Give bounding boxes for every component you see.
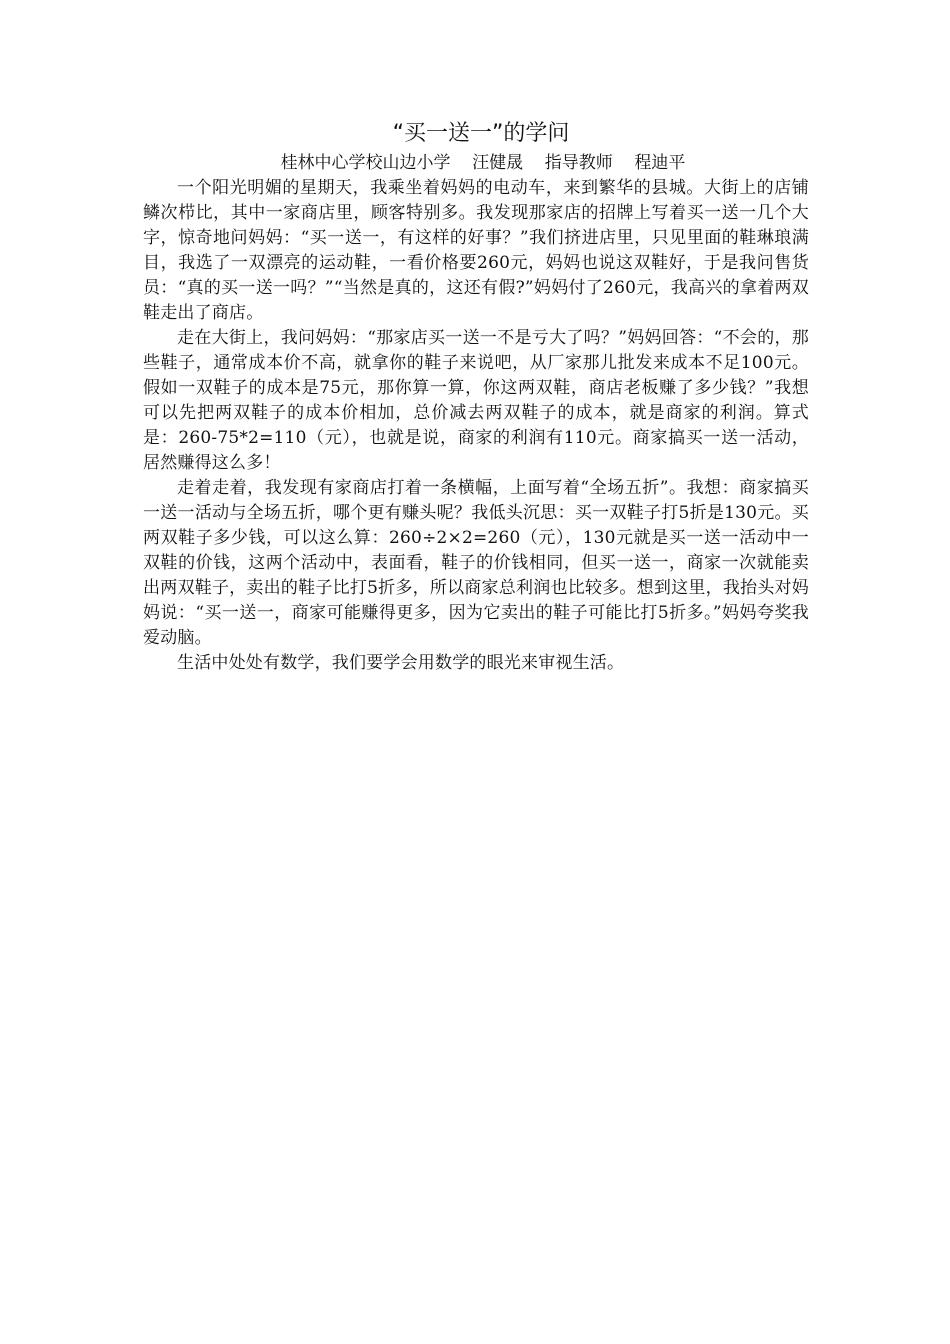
article-byline: 桂林中心学校山边小学 汪健晟 指导教师 程迪平: [280, 153, 686, 173]
article-title: “买一送一”的学问: [392, 121, 570, 146]
paragraph-3: 走着走着，我发现有家商店打着一条横幅，上面写着“全场五折”。我想：商家搞买一送一活动与全场五折，哪个更有赚头呢？我低头沉思：买一双鞋子打5折是130元。买两双鞋子多少钱，可以这么算：260÷2×2=260（元），130元就是买一送一活动中一双鞋的价钱，这两个活动中，表面看，鞋子的价钱相同，但买一送一，商家一次就能卖出两双鞋子，卖出的鞋子比打5折多，所以商家总利润也比较多。想到这里，我抬头对妈妈说：“买一送一，商家可能赚得更多，因为它卖出的鞋子可能比打5折多。”妈妈夸奖我爱动脑。: [143, 478, 809, 648]
paragraph-2: 走在大街上，我问妈妈：“那家店买一送一不是亏大了吗？”妈妈回答：“不会的，那些鞋子，通常成本价不高，就拿你的鞋子来说吧，从厂家那儿批发来成本不足100元。假如一双鞋子的成本是75元，那你算一算，你这两双鞋，商店老板赚了多少钱？”我想可以先把两双鞋子的成本价相加，总价减去两双鞋子的成本，就是商家的利润。算式是：260-75*2=110（元），也就是说，商家的利润有110元。商家搞买一送一活动，居然赚得这么多！: [143, 328, 809, 473]
paragraph-4: 生活中处处有数学，我们要学会用数学的眼光来审视生活。: [177, 653, 625, 673]
paragraph-1: 一个阳光明媚的星期天，我乘坐着妈妈的电动车，来到繁华的县城。大街上的店铺鳞次栉比，其中一家商店里，顾客特别多。我发现那家店的招牌上写着买一送一几个大字，惊奇地问妈妈：“买一送一，有这样的好事？”我们挤进店里，只见里面的鞋琳琅满目，我选了一双漂亮的运动鞋，一看价格要260元，妈妈也说这双鞋好，于是我问售货员：“真的买一送一吗？”“当然是真的，这还有假?”妈妈付了260元，我高兴的拿着两双鞋走出了商店。: [143, 178, 809, 323]
article: [143, 118, 809, 676]
